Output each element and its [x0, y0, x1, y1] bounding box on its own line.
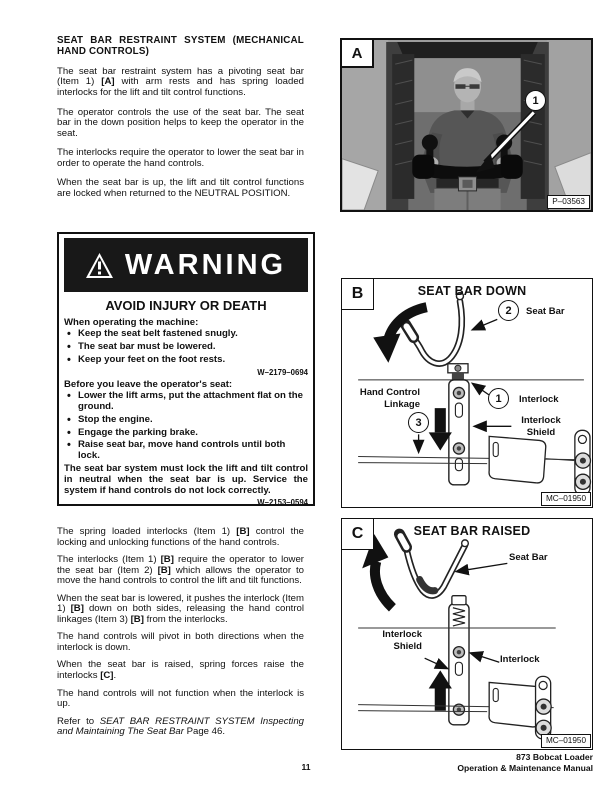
- interlock-pointer: [473, 384, 489, 395]
- figure-b-drawing-id: MC–01950: [541, 492, 591, 506]
- figure-c-drawing-id: MC–01950: [541, 734, 591, 748]
- figure-c-shield-label: Interlock Shield: [382, 629, 422, 652]
- figure-c-interlock-label: Interlock: [500, 654, 540, 665]
- warning-subheader: AVOID INJURY OR DEATH: [105, 298, 267, 313]
- paragraph: The operator controls the use of the seat bar. The seat bar in the down position helps to keep the operator in the seat.: [57, 106, 304, 139]
- paragraph: When the seat bar is up, the lift and tilt control functions are locked when returned to the NEUTRAL POSITION.: [57, 177, 304, 199]
- interlock-bar: [449, 380, 469, 485]
- paragraph: The spring loaded interlocks (Item 1) [B] control the locking and unlocking functions of the hand controls.: [57, 526, 304, 548]
- seat-bar-drawing: [406, 293, 464, 364]
- paragraph: Refer to SEAT BAR RESTRAINT SYSTEM Inspecting and Maintaining The Seat Bar Page 46.: [57, 715, 304, 738]
- figure-b: [341, 278, 593, 508]
- paragraph: The interlocks (Item 1) [B] require the operator to lower the seat bar (Item 2) [B] which allows the operator to move the hand controls to control the lift and tilt functions.: [57, 554, 304, 587]
- figure-b-callout-3: 3: [408, 412, 429, 433]
- operator-photo: [342, 40, 591, 210]
- warning-triangle-icon: [86, 253, 113, 278]
- figure-b-callout-1: 1: [488, 388, 509, 409]
- warning-bullet: • Keep your feet on the foot rests.: [67, 355, 308, 366]
- warning-code-1: W–2179–0694: [257, 367, 308, 377]
- paragraph: The interlocks require the operator to lower the seat bar in order to operate the hand controls.: [57, 147, 304, 169]
- figure-b-hand-control-label: Hand Control Linkage: [359, 387, 420, 410]
- figure-b-title: SEAT BAR DOWN: [417, 284, 527, 298]
- warning-section2-title: Before you leave the operator's seat:: [64, 378, 233, 390]
- paragraph: The hand controls will not function when the interlock is up.: [57, 687, 304, 710]
- seat-bar-pointer: [457, 563, 507, 571]
- pivot-mount: [448, 364, 468, 380]
- footer-line-1: 873 Bobcat Loader: [516, 752, 593, 762]
- body-paragraphs: [57, 527, 304, 745]
- hand-control-shield: [489, 436, 546, 483]
- figure-b-seat-bar-label: Seat Bar: [526, 306, 565, 317]
- warning-section1-title: When operating the machine:: [64, 317, 199, 328]
- seat-bar-pointer: [473, 319, 497, 329]
- figure-b-label: B: [341, 278, 374, 310]
- warning-closing-text: The seat bar system must lock the lift and tilt control in neutral when the seat bar is up. Service the system if hand controls do not lock correctly.: [64, 463, 308, 496]
- figure-a-callout-1: 1: [525, 90, 546, 111]
- hand-control-shield: [489, 682, 542, 727]
- linkage-bolts: [546, 430, 591, 495]
- seat-bar-drawing: [399, 534, 468, 595]
- figure-a-photo-id: P–03563: [547, 195, 590, 209]
- warning-code-2: W–2153–0594: [257, 497, 308, 506]
- paragraph: The seat bar restraint system has a pivoting seat bar (Item 1) [A] with arm rests and has spring loaded interlocks for the lift and tilt control functions.: [57, 65, 304, 99]
- figure-b-interlock-label: Interlock: [519, 394, 559, 405]
- interlock-bar: [449, 596, 469, 725]
- figure-a-label: A: [340, 38, 374, 68]
- section-heading: SEAT BAR RESTRAINT SYSTEM (MECHANICAL HAND CONTROLS): [57, 35, 304, 57]
- figure-a: [340, 38, 593, 212]
- figure-b-callout-2: 2: [498, 300, 519, 321]
- figure-c-title: SEAT BAR RAISED: [413, 524, 531, 538]
- interlock-pointer: [471, 653, 499, 662]
- figure-c: [341, 518, 593, 750]
- paragraph: When the seat bar is raised, spring forces raise the interlocks [C].: [57, 659, 304, 682]
- rotate-down-arrow-icon: [373, 307, 426, 362]
- figure-c-label: C: [341, 518, 374, 550]
- intro-section: [57, 36, 304, 208]
- figure-c-seat-bar-label: Seat Bar: [509, 552, 548, 563]
- warning-word: WARNING: [124, 248, 287, 281]
- warning-bullet: • Lower the lift arms, put the attachment flat on the ground.: [67, 391, 308, 413]
- paragraph: When the seat bar is lowered, it pushes the interlock (Item 1) [B] down on both sides, releasing the hand control linkages (Item 3) [B] from the interlocks.: [57, 592, 304, 625]
- intro-paragraphs: [57, 67, 304, 199]
- warning-bullet: • Stop the engine.: [67, 415, 308, 426]
- warning-bullet: • Engage the parking brake.: [67, 428, 308, 439]
- page-number: 11: [301, 762, 311, 772]
- paragraph: The hand controls will pivot in both directions when the interlock is down.: [57, 631, 304, 653]
- warning-bullet: • The seat bar must be lowered.: [67, 342, 308, 353]
- warning-section2-list: [64, 391, 308, 463]
- warning-bullet: • Keep the seat belt fastened snugly.: [67, 329, 308, 340]
- warning-box: [57, 232, 315, 506]
- shield-pointer: [425, 658, 447, 668]
- figure-b-shield-label: Interlock Shield: [521, 415, 561, 438]
- warning-bullet: • Raise seat bar, move hand controls until both lock.: [67, 440, 308, 462]
- linkage-bolts: [536, 676, 552, 739]
- footer-line-2: Operation & Maintenance Manual: [457, 762, 593, 773]
- warning-header: [64, 238, 308, 292]
- footer-manual-title: [457, 752, 593, 773]
- warning-section1-list: [64, 329, 308, 366]
